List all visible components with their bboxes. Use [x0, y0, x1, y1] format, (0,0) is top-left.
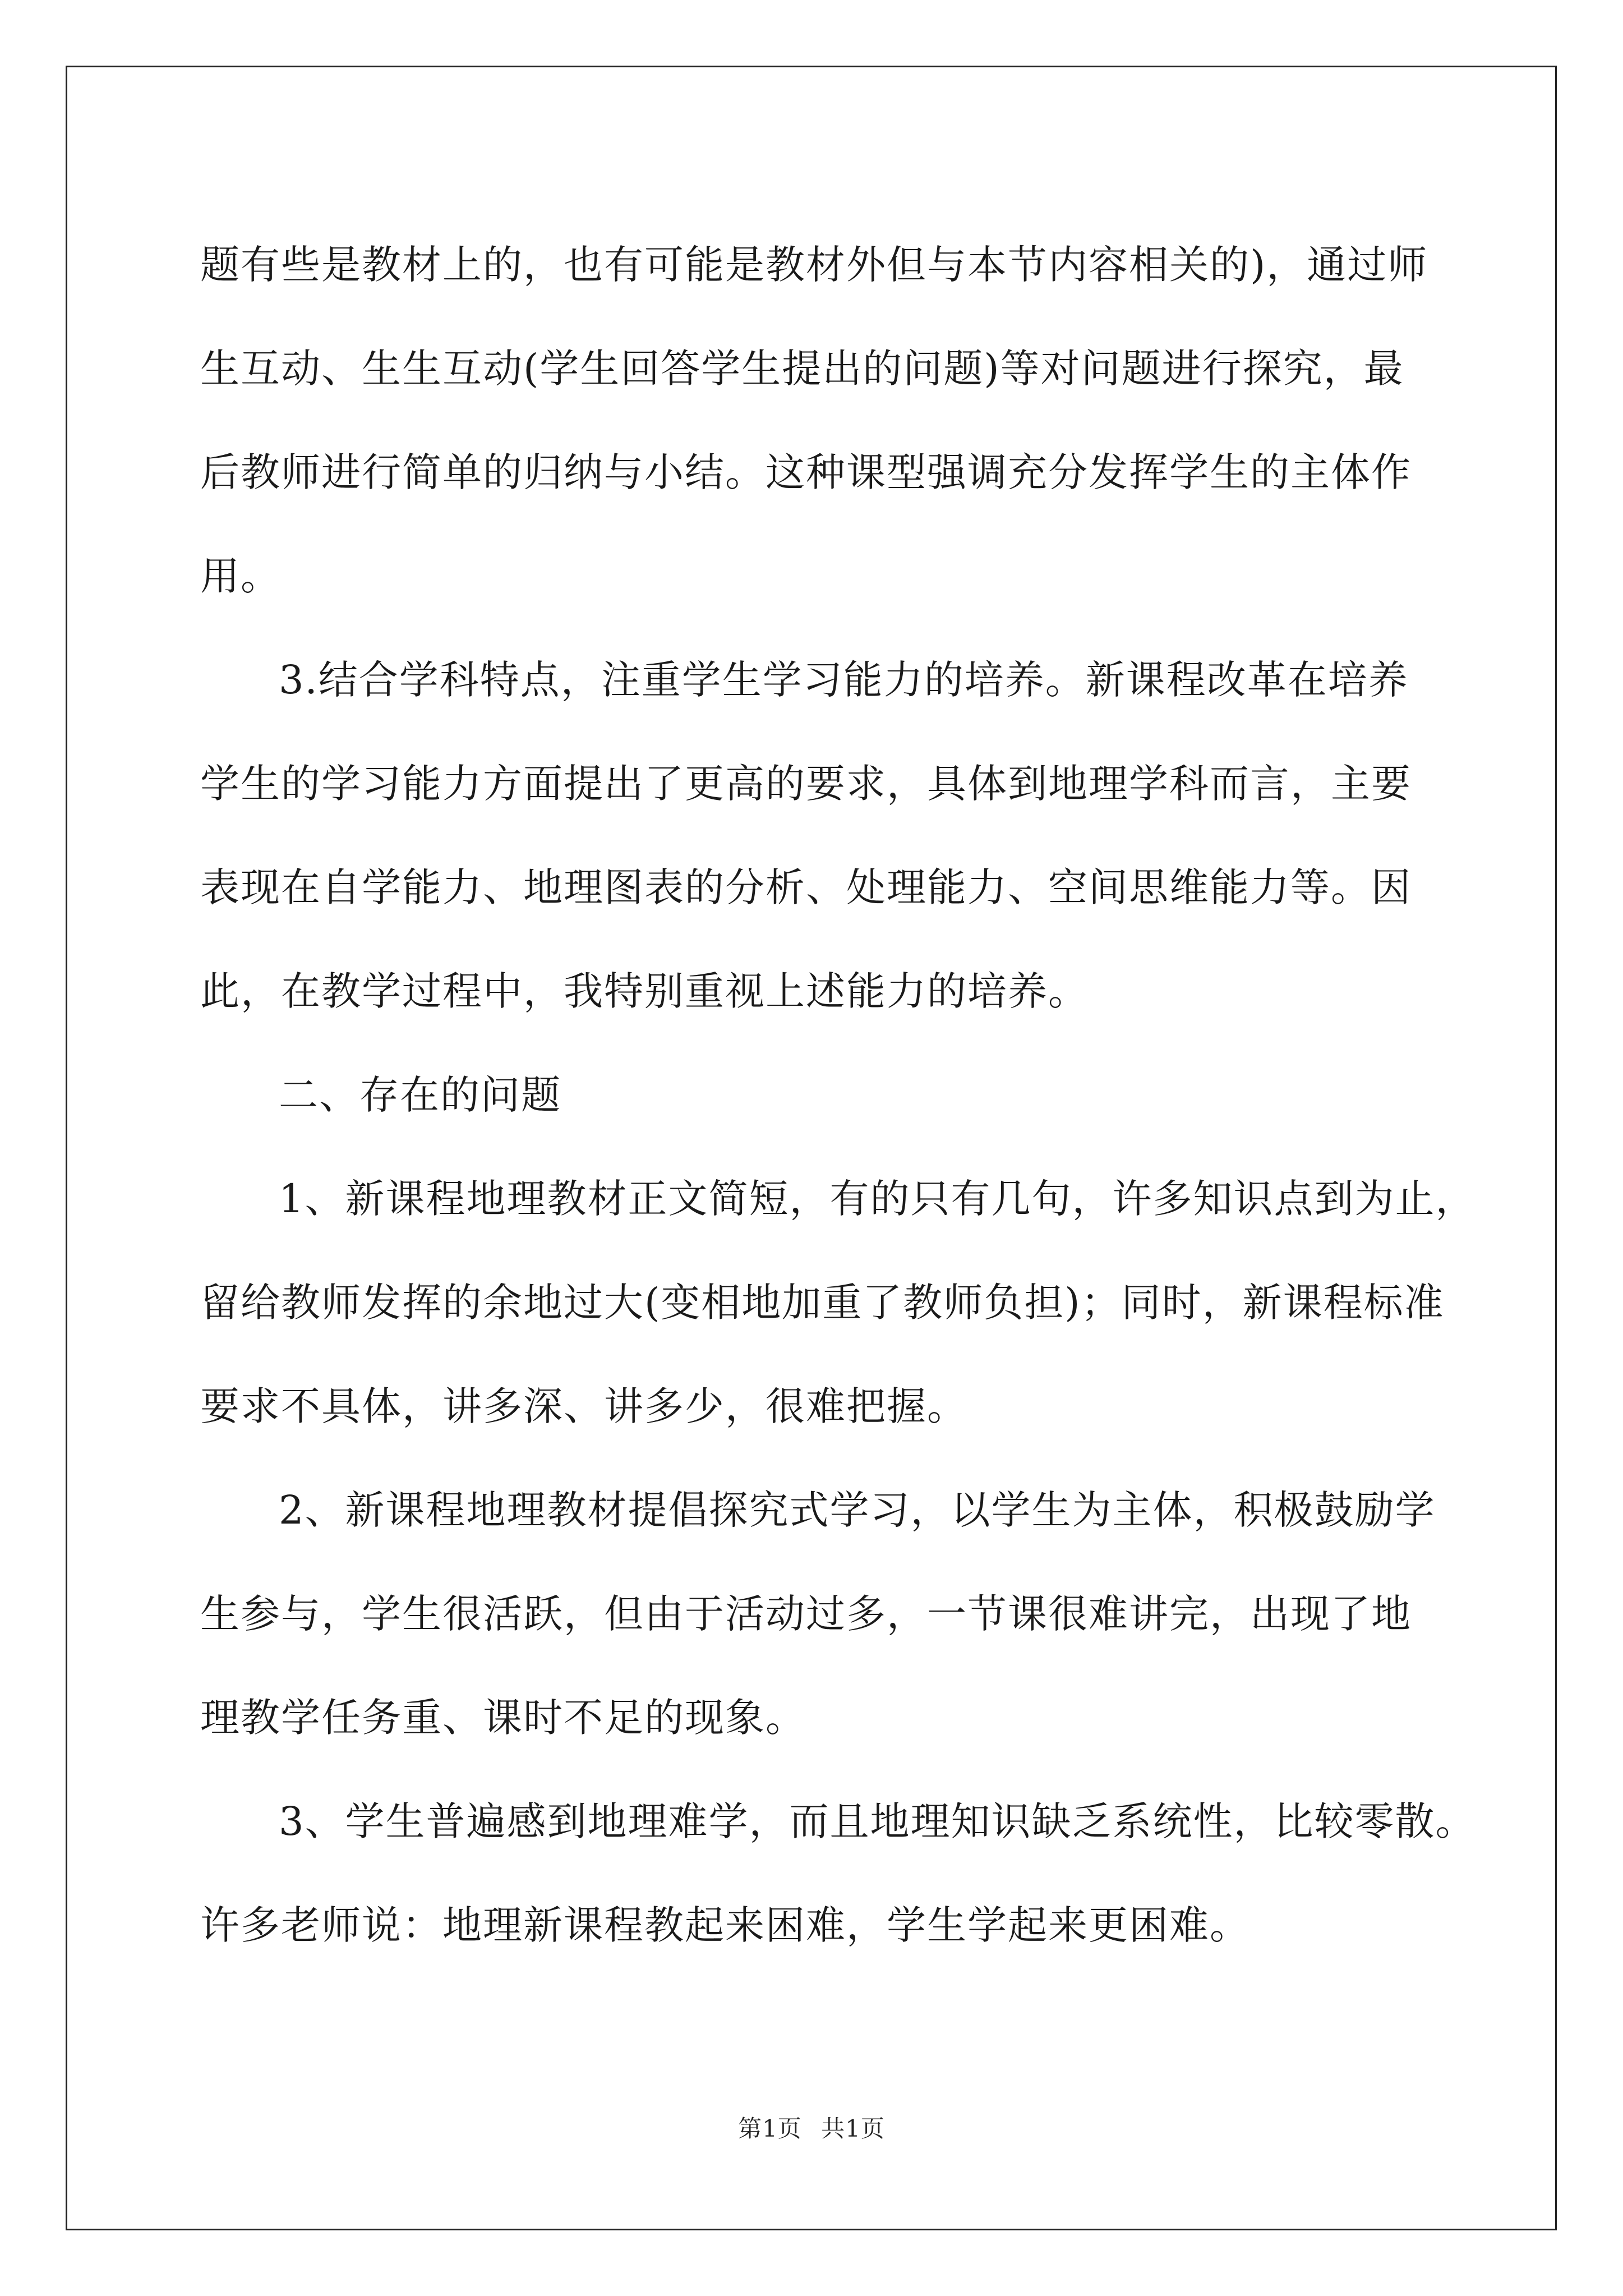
text-line: 题有些是教材上的，也有可能是教材外但与本节内容相关的)，通过师: [200, 242, 1428, 288]
text-line: 学生的学习能力方面提出了更高的要求，具体到地理学科而言，主要: [200, 761, 1412, 807]
text-line: 留给教师发挥的余地过大(变相地加重了教师负担)；同时，新课程标准: [200, 1280, 1445, 1326]
text-line: 用。: [200, 553, 281, 599]
page-number: 第1页: [738, 2115, 802, 2142]
problem-3-start: 3、学生普遍感到地理难学，而且地理知识缺乏系统性，比较零散。: [279, 1798, 1476, 1844]
page-footer: [0, 2110, 1623, 2144]
page-total: 共1页: [821, 2115, 885, 2142]
text-line: 后教师进行简单的归纳与小结。这种课型强调充分发挥学生的主体作: [200, 449, 1412, 495]
problem-2-start: 2、新课程地理教材提倡探究式学习，以学生为主体，积极鼓励学: [279, 1487, 1436, 1533]
text-line: 要求不具体，讲多深、讲多少，很难把握。: [200, 1383, 967, 1429]
document-body: [200, 213, 1476, 1977]
text-line: 此，在教学过程中，我特别重视上述能力的培养。: [200, 968, 1089, 1014]
text-line: 理教学任务重、课时不足的现象。: [200, 1695, 806, 1741]
text-line: 生参与，学生很活跃，但由于活动过多，一节课很难讲完，出现了地: [200, 1591, 1412, 1637]
paragraph-3-start: 3.结合学科特点，注重学生学习能力的培养。新课程改革在培养: [279, 657, 1409, 703]
problem-1-start: 1、新课程地理教材正文简短，有的只有几句，许多知识点到为止，: [279, 1176, 1476, 1222]
text-line: 生互动、生生互动(学生回答学生提出的问题)等对问题进行探究，最: [200, 346, 1404, 392]
text-line: 表现在自学能力、地理图表的分析、处理能力、空间思维能力等。因: [200, 864, 1412, 910]
section-heading: 二、存在的问题: [279, 1072, 561, 1118]
text-line: 许多老师说：地理新课程教起来困难，学生学起来更困难。: [200, 1902, 1250, 1948]
